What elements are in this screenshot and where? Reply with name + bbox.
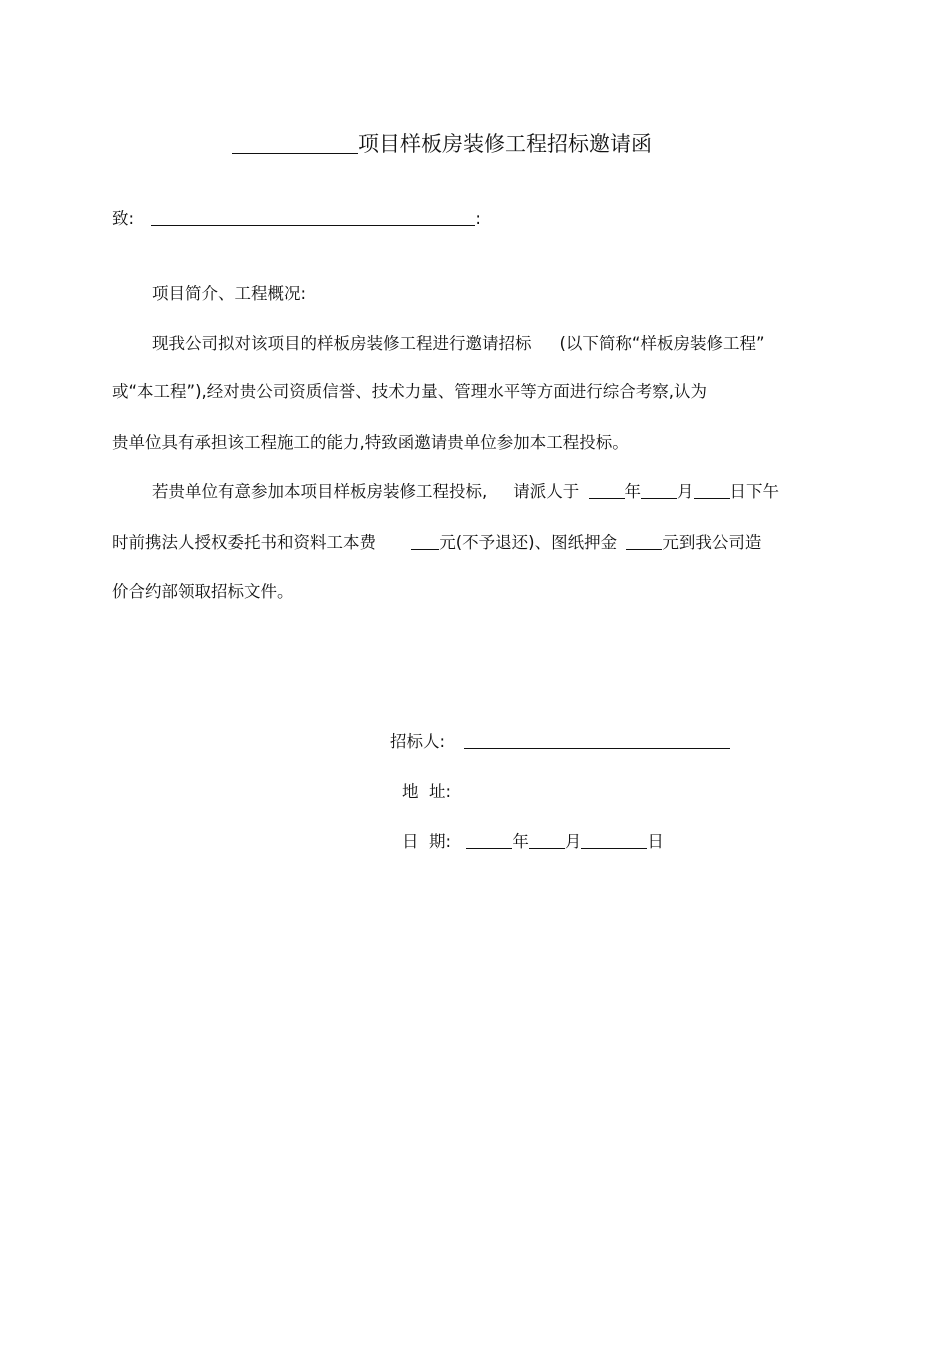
- paragraph1-line3: 贵单位具有承担该工程施工的能力,特致函邀请贵单位参加本工程投标。: [112, 433, 629, 452]
- signer-blank: [464, 731, 730, 749]
- paragraph2-line1: 若贵单位有意参加本项目样板房装修工程投标, 请派人于 年 月 日下午: [152, 482, 779, 501]
- paragraph2-line3: 价合约部领取招标文件。: [112, 582, 294, 601]
- date-line: 日 期: 年 月 日: [402, 832, 664, 851]
- paragraph1-line2: 或“本工程”),经对贵公司资质信誉、技术力量、管理水平等方面进行综合考察,认为: [112, 382, 708, 401]
- section-heading: 项目简介、工程概况:: [152, 284, 307, 303]
- date-month-blank: [529, 831, 565, 849]
- recipient-blank: [151, 208, 475, 226]
- deposit-blank: [626, 532, 662, 550]
- date-year-blank: [466, 831, 512, 849]
- signer-line: 招标人:: [390, 731, 730, 753]
- paragraph2-line2: 时前携法人授权委托书和资料工本费 元(不予退还)、图纸押金 元到我公司造: [112, 533, 762, 552]
- recipient-line: 致: :: [112, 209, 481, 228]
- day-blank: [694, 481, 730, 499]
- fee-blank: [411, 532, 439, 550]
- document-title: 项目样板房装修工程招标邀请函: [232, 131, 652, 157]
- paragraph1-line1: 现我公司拟对该项目的样板房装修工程进行邀请招标 (以下简称“样板房装修工程”: [152, 334, 765, 353]
- address-line: 地 址:: [402, 782, 452, 801]
- date-day-blank: [581, 831, 647, 849]
- project-name-blank: [232, 131, 358, 154]
- year-blank: [589, 481, 625, 499]
- month-blank: [641, 481, 677, 499]
